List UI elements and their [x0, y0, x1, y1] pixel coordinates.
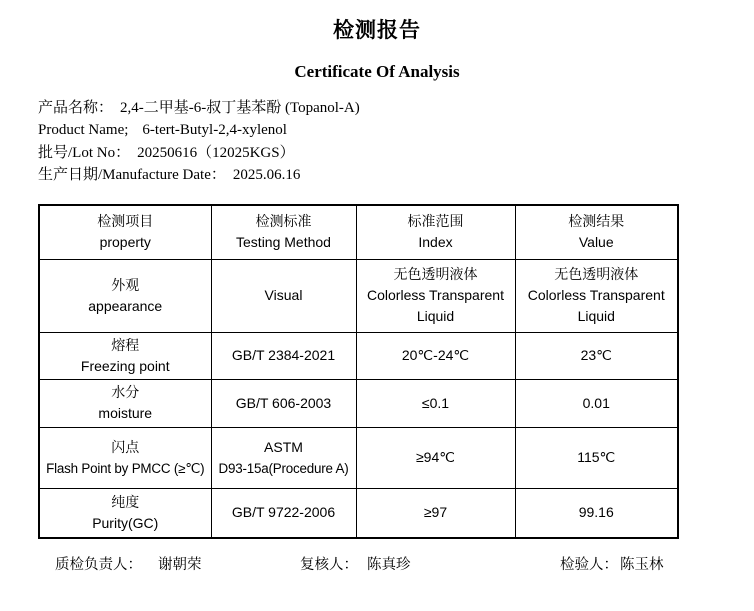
product-name-en-value: 6-tert-Butyl-2,4-xylenol — [142, 122, 287, 139]
header-testing-method: 检测标准 Testing Method — [211, 205, 356, 259]
cell-purity-value: 99.16 — [515, 488, 678, 538]
cell-moisture-value: 0.01 — [515, 379, 678, 427]
product-name-zh-label: 产品名称： — [38, 100, 114, 116]
qc-label: 质检负责人： — [55, 557, 142, 573]
cell-appearance-method: Visual — [211, 259, 356, 332]
inspector-label: 检验人： — [560, 557, 618, 573]
report-title-zh: 检测报告 — [333, 18, 421, 42]
cell-moisture-index: ≤0.1 — [356, 379, 515, 427]
table-row-purity — [39, 488, 678, 538]
table-row-flash-point — [39, 427, 678, 488]
inspector-signature — [560, 553, 664, 574]
analysis-results-table — [38, 204, 679, 539]
cell-purity-method: GB/T 9722-2006 — [211, 488, 356, 538]
cell-appearance-index: 无色透明液体 Colorless Transparent Liquid — [356, 259, 515, 332]
product-info-block — [38, 97, 360, 187]
product-name-en-label: Product Name; — [38, 122, 129, 139]
product-name-zh-line — [38, 97, 360, 119]
header-value: 检测结果 Value — [515, 205, 678, 259]
cell-freezing-value: 23℃ — [515, 332, 678, 379]
cell-purity-property: 纯度 Purity(GC) — [39, 488, 211, 538]
review-label: 复核人： — [300, 557, 358, 573]
lot-no-line — [38, 142, 360, 164]
cell-appearance-property: 外观 appearance — [39, 259, 211, 332]
table-row-moisture — [39, 379, 678, 427]
manufacture-date-label: 生产日期/Manufacture Date： — [38, 167, 226, 184]
qc-name: 谢朝荣 — [158, 557, 202, 573]
cell-moisture-method: GB/T 606-2003 — [211, 379, 356, 427]
review-name: 陈真珍 — [367, 557, 411, 573]
cell-freezing-method: GB/T 2384-2021 — [211, 332, 356, 379]
cell-purity-index: ≥97 — [356, 488, 515, 538]
product-name-zh-value: 2,4-二甲基-6-叔丁基苯酚 (Topanol-A) — [120, 100, 360, 116]
manufacture-date-line — [38, 164, 360, 186]
cell-flash-method: ASTM D93-15a(Procedure A) — [211, 427, 356, 488]
table-row-appearance — [39, 259, 678, 332]
table-header-row — [39, 205, 678, 259]
cell-appearance-value: 无色透明液体 Colorless Transparent Liquid — [515, 259, 678, 332]
cell-moisture-property: 水分 moisture — [39, 379, 211, 427]
table-row-freezing-point — [39, 332, 678, 379]
header-index: 标准范围 Index — [356, 205, 515, 259]
inspector-name: 陈玉林 — [620, 557, 664, 573]
manufacture-date-value: 2025.06.16 — [232, 167, 301, 184]
report-title-en: Certificate Of Analysis — [294, 62, 460, 81]
cell-flash-property: 闪点 Flash Point by PMCC (≥℃) — [39, 427, 211, 488]
cell-freezing-property: 熔程 Freezing point — [39, 332, 211, 379]
lot-no-label: 批号/Lot No： — [38, 144, 131, 161]
cell-flash-value: 115℃ — [515, 427, 678, 488]
lot-no-value: 20250616（12025KGS） — [137, 144, 295, 161]
cell-freezing-index: 20℃-24℃ — [356, 332, 515, 379]
header-property: 检测项目 property — [39, 205, 211, 259]
qc-signature — [55, 553, 202, 574]
cell-flash-index: ≥94℃ — [356, 427, 515, 488]
review-signature — [300, 553, 411, 574]
product-name-en-line — [38, 119, 360, 141]
